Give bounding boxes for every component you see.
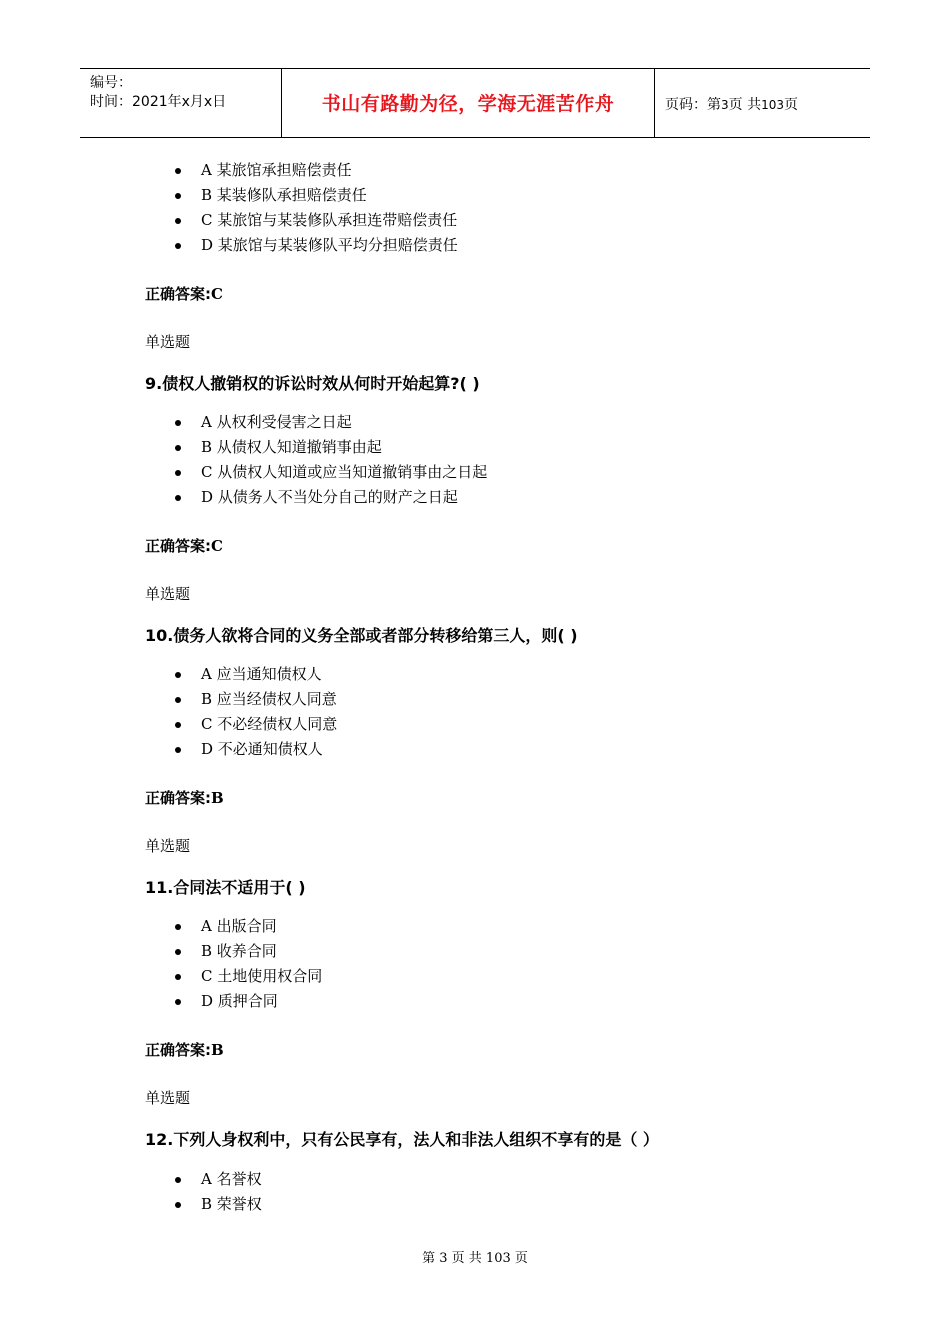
- option-item: [175, 233, 458, 258]
- answer-value: C: [211, 537, 223, 555]
- bullet-icon: [175, 697, 181, 703]
- option-text: D 从债务人不当处分自己的财产之日起: [201, 488, 458, 506]
- option-text: C 土地使用权合同: [201, 967, 323, 985]
- answer-value: C: [211, 285, 223, 303]
- answer-label: 正确答案:: [145, 285, 211, 303]
- header-page-info: [665, 94, 798, 114]
- question-type: 单选题: [145, 1089, 191, 1107]
- option-item: [175, 914, 322, 939]
- option-item: [175, 989, 322, 1014]
- option-item: [175, 939, 322, 964]
- option-item: [175, 208, 458, 233]
- header-middle-cell: [282, 69, 655, 137]
- question-title: 9.债权人撤销权的诉讼时效从何时开始起算?( ): [145, 374, 480, 393]
- option-item: [175, 460, 487, 485]
- answer-label: 正确答案:: [145, 1041, 211, 1059]
- option-item: [175, 687, 337, 712]
- option-item: [175, 964, 322, 989]
- page-current: 3: [721, 98, 729, 112]
- option-text: C 从债权人知道或应当知道撤销事由之日起: [201, 463, 488, 481]
- option-text: A 应当通知债权人: [201, 665, 322, 683]
- option-item: [175, 712, 337, 737]
- option-list: [175, 1167, 262, 1217]
- page-mid: 页 共: [728, 97, 762, 113]
- correct-answer: [145, 535, 223, 556]
- header-left-cell: [80, 69, 282, 137]
- option-item: [175, 1192, 262, 1217]
- bullet-icon: [175, 420, 181, 426]
- question-title: 10.债务人欲将合同的义务全部或者部分转移给第三人，则( ): [145, 626, 578, 645]
- code-label: 编号：: [90, 75, 132, 91]
- option-text: A 某旅馆承担赔偿责任: [201, 161, 352, 179]
- option-text: C 不必经债权人同意: [201, 715, 338, 733]
- option-item: [175, 737, 337, 762]
- bullet-icon: [175, 1202, 181, 1208]
- answer-value: B: [211, 1041, 224, 1059]
- page-suffix: 页: [784, 97, 798, 113]
- option-text: B 收养合同: [201, 942, 277, 960]
- correct-answer: [145, 787, 224, 808]
- option-item: [175, 158, 458, 183]
- answer-label: 正确答案:: [145, 789, 211, 807]
- option-item: [175, 662, 337, 687]
- option-text: B 从债权人知道撤销事由起: [201, 438, 382, 456]
- option-item: [175, 183, 458, 208]
- correct-answer: [145, 283, 223, 304]
- bullet-icon: [175, 218, 181, 224]
- option-text: A 从权利受侵害之日起: [201, 413, 352, 431]
- option-list: [175, 914, 322, 1014]
- bullet-icon: [175, 722, 181, 728]
- question-type: 单选题: [145, 837, 191, 855]
- answer-value: B: [211, 789, 224, 807]
- page-footer: 第 3 页 共 103 页: [422, 1251, 528, 1266]
- header-motto: 书山有路勤为径，学海无涯苦作舟: [321, 93, 615, 115]
- option-text: D 不必通知债权人: [201, 740, 323, 758]
- question-type: 单选题: [145, 585, 191, 603]
- option-list: [175, 662, 337, 762]
- option-item: [175, 485, 487, 510]
- option-text: B 某装修队承担赔偿责任: [201, 186, 367, 204]
- option-text: C 某旅馆与某装修队承担连带赔偿责任: [201, 211, 458, 229]
- bullet-icon: [175, 243, 181, 249]
- option-list: [175, 158, 458, 258]
- option-item: [175, 1167, 262, 1192]
- option-text: D 某旅馆与某装修队平均分担赔偿责任: [201, 236, 458, 254]
- option-item: [175, 435, 487, 460]
- page-total: 103: [761, 98, 784, 112]
- option-text: A 名誉权: [201, 1170, 262, 1188]
- bullet-icon: [175, 672, 181, 678]
- bullet-icon: [175, 445, 181, 451]
- answer-label: 正确答案:: [145, 537, 211, 555]
- page-header: [80, 68, 870, 138]
- option-text: B 应当经债权人同意: [201, 690, 337, 708]
- question-type: 单选题: [145, 333, 191, 351]
- option-text: D 质押合同: [201, 992, 278, 1010]
- bullet-icon: [175, 168, 181, 174]
- bullet-icon: [175, 949, 181, 955]
- bullet-icon: [175, 999, 181, 1005]
- question-title: 12.下列人身权利中，只有公民享有，法人和非法人组织不享有的是（ ）: [145, 1130, 659, 1149]
- option-list: [175, 410, 487, 510]
- correct-answer: [145, 1039, 224, 1060]
- bullet-icon: [175, 470, 181, 476]
- bullet-icon: [175, 924, 181, 930]
- bullet-icon: [175, 974, 181, 980]
- time-label: 时间：2021年x月x日: [90, 94, 227, 110]
- bullet-icon: [175, 747, 181, 753]
- bullet-icon: [175, 193, 181, 199]
- bullet-icon: [175, 495, 181, 501]
- option-text: A 出版合同: [201, 917, 277, 935]
- header-right-cell: [655, 69, 870, 137]
- option-item: [175, 410, 487, 435]
- page-prefix: 页码：第: [665, 97, 721, 113]
- question-title: 11.合同法不适用于( ): [145, 878, 306, 897]
- option-text: B 荣誉权: [201, 1195, 262, 1213]
- bullet-icon: [175, 1177, 181, 1183]
